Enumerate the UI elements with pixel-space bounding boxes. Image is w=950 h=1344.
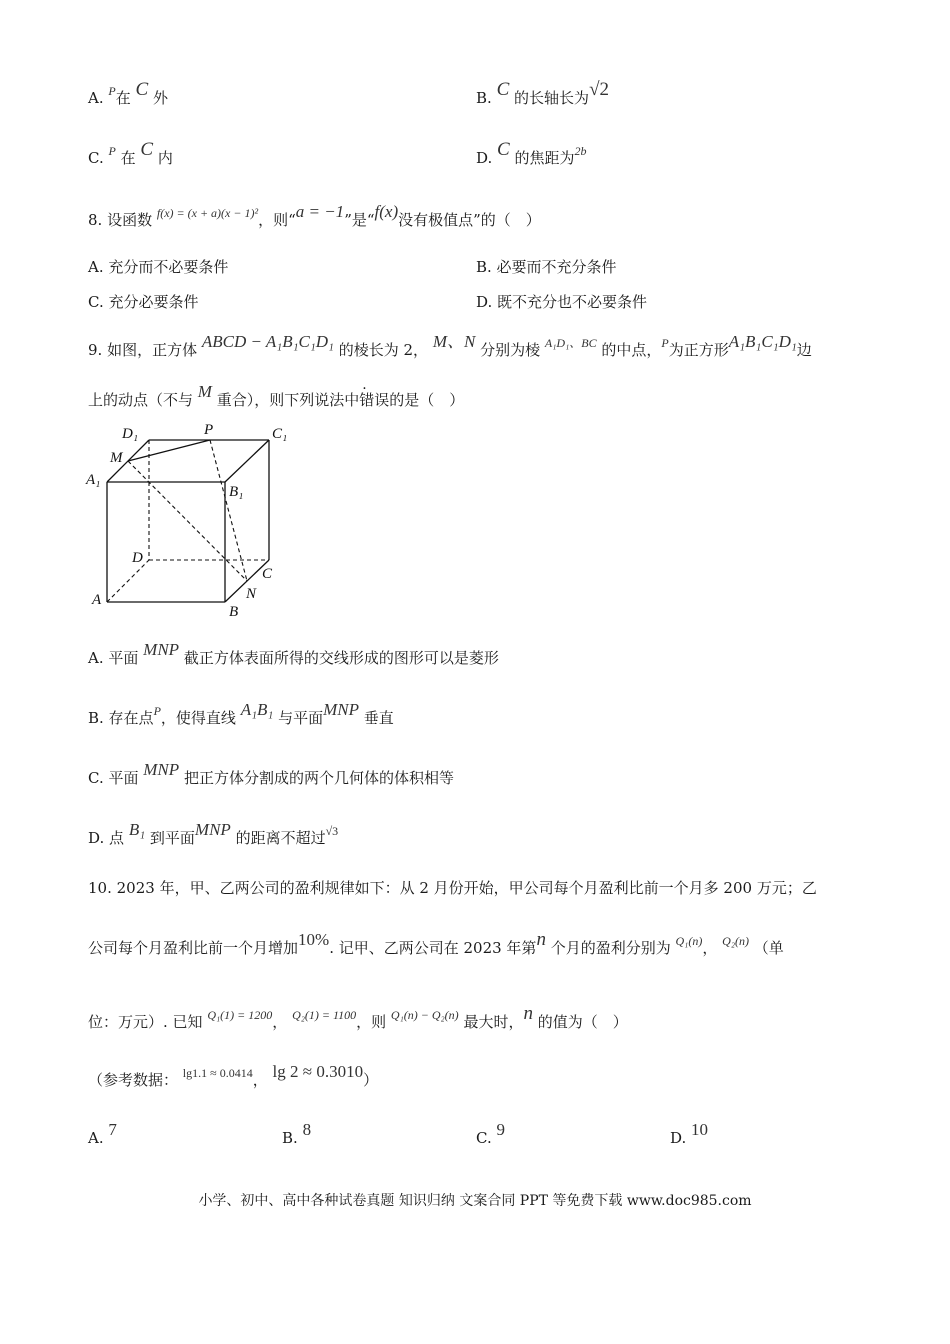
- label-c: C: [262, 566, 273, 582]
- math-fx: f(x): [374, 202, 399, 221]
- q10-option-d: D. 10: [670, 1120, 709, 1147]
- math-2b: 2b: [574, 144, 587, 158]
- math-q2n: Q₂(n): [722, 934, 749, 948]
- cube-figure: [82, 422, 292, 618]
- math-c: C: [497, 139, 510, 160]
- q8-option-d: D. 既不充分也不必要条件: [476, 293, 648, 311]
- q10-option-b: B. 8: [282, 1120, 312, 1147]
- q10-option-c: C. 9: [476, 1120, 505, 1147]
- edge-b1c1: [225, 440, 269, 482]
- q8-option-b: B. 必要而不充分条件: [476, 258, 617, 276]
- q9-stem-line2: 上的动点（不与 M 重合），则下列说法中错误的是（ ）: [88, 382, 465, 409]
- math-sqrt3: √3: [325, 824, 339, 838]
- segment-mp: [128, 440, 210, 461]
- q9-option-c: C. 平面 MNP 把正方体分割成的两个几何体的体积相等: [88, 760, 454, 787]
- label-d: D: [132, 550, 143, 566]
- math-p: P: [661, 336, 669, 350]
- segment-mn-hidden: [128, 461, 247, 581]
- edge-ad-hidden: [107, 560, 149, 602]
- math-mn: M、N: [432, 332, 476, 351]
- q8-stem: 8. 设函数 $^{f(x) = (x + a)(x - 1)^2}$，则“a = −1”是“f(x)没有极值点”的（ ）: [88, 202, 541, 229]
- label-b1: B₁: [229, 484, 244, 500]
- math-condition: a = −1: [295, 202, 345, 221]
- math-p: P: [108, 144, 116, 158]
- math-b1: B₁: [128, 820, 146, 839]
- q9-option-a: A. 平面 MNP 截正方体表面所得的交线形成的图形可以是菱形: [88, 640, 499, 667]
- math-sqrt2: √2: [589, 79, 609, 100]
- q10-option-a: A. 7: [88, 1120, 117, 1147]
- emphasis-cuowu: 错误: [359, 391, 390, 409]
- q7-option-a: A. $^P$在 C 外: [88, 79, 169, 107]
- label-m: M: [110, 450, 123, 466]
- q9-stem-line1: 9. 如图，正方体 ABCD − A₁B₁C₁D₁ 的棱长为 2， M、N 分别为棱 $^{A_1D_1、BC}$ 的中点，$^P$为正方形A₁B₁C₁D₁边: [88, 332, 812, 359]
- label-p: P: [204, 422, 214, 438]
- math-mnp: MNP: [143, 640, 180, 659]
- math-lg2: lg 2 ≈ 0.3010: [272, 1062, 364, 1081]
- math-lg11: lg1.1 ≈ 0.0414: [182, 1066, 253, 1080]
- q7-option-b: B. C 的长轴长为√2: [476, 79, 609, 107]
- math-cube: ABCD − A₁B₁C₁D₁: [201, 332, 334, 351]
- label-d1: D₁: [122, 426, 139, 442]
- math-mnp: MNP: [143, 760, 180, 779]
- page-footer: 小学、初中、高中各种试卷真题 知识归纳 文案合同 PPT 等免费下载 www.doc985.com: [198, 1193, 752, 1209]
- math-q2-initial: Q₂(1) = 1100: [292, 1008, 357, 1022]
- label-a1: A₁: [86, 472, 101, 488]
- q7-option-c: C. $^P$ 在 C 内: [88, 139, 173, 167]
- math-line-a1b1: A₁B₁: [240, 700, 274, 719]
- math-p: P: [108, 84, 116, 98]
- math-percent: 10%: [298, 930, 330, 949]
- math-q1n: Q₁(n): [675, 934, 703, 948]
- math-mnp: MNP: [194, 820, 231, 839]
- math-mnp: MNP: [323, 700, 359, 719]
- q7-option-d: D. C 的焦距为$^{2b}$: [476, 139, 587, 167]
- label-b: B: [229, 604, 239, 618]
- q10-stem-line2: 公司每个月盈利比前一个月增加10%. 记甲、乙两公司在 2023 年第n 个月的盈利分别为 $^{Q_1(n)}$， $^{Q_2(n)}$ （单: [88, 929, 784, 957]
- math-c: C: [496, 79, 510, 100]
- math-c: C: [135, 79, 149, 100]
- q10-reference-data: （参考数据： $^{lg1.1 \approx 0.0414}$， lg 2 ≈ 0.3010）: [88, 1062, 379, 1089]
- q9-option-d: D. 点 B₁ 到平面MNP 的距离不超过$^{√3}$: [88, 820, 339, 847]
- math-n: n: [536, 929, 546, 950]
- math-face: A₁B₁C₁D₁: [728, 332, 797, 351]
- math-p: P: [153, 704, 161, 718]
- math-difference: Q₁(n) − Q₂(n): [390, 1008, 459, 1022]
- q9-option-b: B. 存在点$^P$，使得直线 A₁B₁ 与平面MNP 垂直: [88, 700, 394, 727]
- label-c1: C₁: [272, 426, 288, 442]
- math-q1-initial: Q₁(1) = 1200: [207, 1008, 273, 1022]
- math-n: n: [523, 1003, 533, 1024]
- q8-option-c: C. 充分必要条件: [88, 293, 199, 311]
- label-a: A: [92, 592, 102, 608]
- math-edges: A₁D₁、BC: [544, 336, 597, 350]
- label-n: N: [246, 586, 257, 602]
- math-c: C: [140, 139, 154, 160]
- q10-stem-line1: 10. 2023 年，甲、乙两公司的盈利规律如下：从 2 月份开始，甲公司每个月盈利比前一个月多 200 万元；乙: [88, 879, 817, 897]
- q10-stem-line3: 位：万元）. 已知 $^{Q_1(1) = 1200}$， $^{Q_2(1) = 1100}$，则 $^{Q_1(n) - Q_2(n)}$ 最大时，n 的值为（ ）: [88, 1003, 628, 1031]
- q8-option-a: A. 充分而不必要条件: [88, 258, 229, 276]
- math-function: f(x) = (x + a)(x − 1)²: [156, 206, 259, 220]
- math-m: M: [197, 382, 212, 401]
